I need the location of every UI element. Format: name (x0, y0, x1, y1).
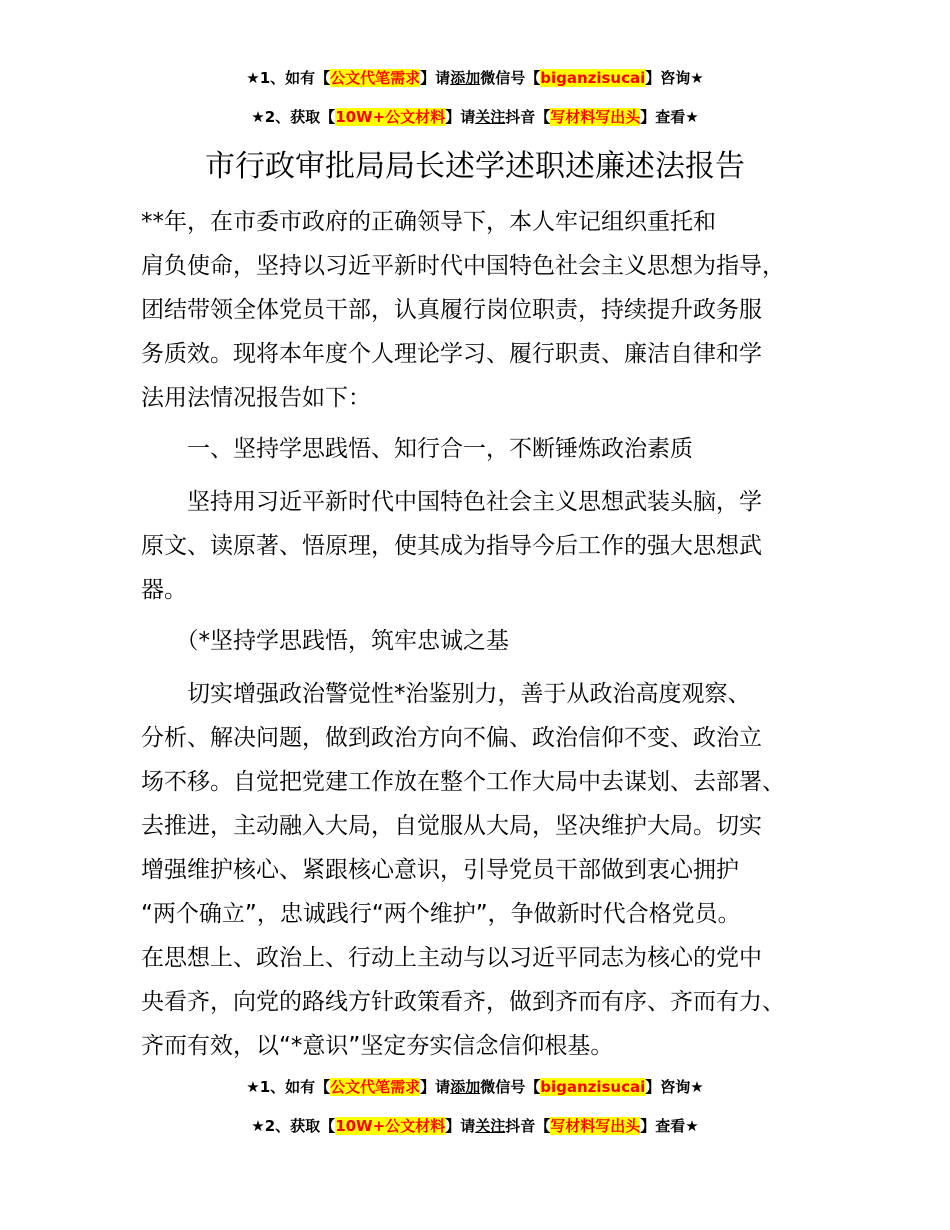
body-line: “两个确立”，忠诚践行“两个维护”，争做新时代合格党员。 (141, 901, 741, 927)
body-line: 去推进，主动融入大局，自觉服从大局，坚决维护大局。切实 (141, 813, 762, 839)
ad-text: 微信号【 (480, 1078, 541, 1096)
body-line: **年，在市委市政府的正确领导下，本人牢记组织重托和 (141, 209, 716, 235)
ad-text: 】咨询★ (645, 69, 704, 87)
ad-highlight: biganzisucai (540, 69, 646, 87)
body-line: 器。 (141, 577, 187, 603)
ad-text: 】请 (445, 108, 476, 126)
ad-highlight: 写材料写出头 (550, 1117, 641, 1135)
body-line: 团结带领全体党员干部，认真履行岗位职责，持续提升政务服 (141, 297, 762, 323)
body-line: 齐而有效，以“*意识”坚定夯实信念信仰根基。 (141, 1033, 614, 1059)
section-heading: 一、坚持学思践悟、知行合一，不断锤炼政治素质 (141, 436, 693, 462)
body-line: 央看齐，向党的路线方针政策看齐，做到齐而有序、齐而有力、 (141, 989, 785, 1015)
ad-highlight: biganzisucai (540, 1078, 646, 1096)
body-line: 分析、解决问题，做到政治方向不偏、政治信仰不变、政治立 (141, 725, 762, 751)
footer-ad-line-1 (0, 1075, 950, 1099)
body-line: 场不移。自觉把党建工作放在整个工作大局中去谋划、去部署、 (141, 769, 785, 795)
subsection-heading: （*坚持学思践悟，筑牢忠诚之基 (141, 628, 509, 654)
ad-highlight: 10W+公文材料 (335, 1117, 446, 1135)
body-line: 坚持用习近平新时代中国特色社会主义思想武装头脑，学 (141, 489, 762, 515)
body-line: 肩负使命，坚持以习近平新时代中国特色社会主义思想为指导， (141, 253, 785, 279)
footer-ad-line-2 (0, 1114, 950, 1138)
body-line: 原文、读原著、悟原理，使其成为指导今后工作的强大思想武 (141, 533, 762, 559)
document-title: 市行政审批局局长述学述职述廉述法报告 (205, 149, 745, 184)
ad-underline: 关注 (475, 1117, 506, 1135)
ad-text: 】咨询★ (645, 1078, 704, 1096)
ad-text: 】请 (420, 69, 451, 87)
header-ad-line-1 (0, 66, 950, 90)
ad-text: 】请 (445, 1117, 476, 1135)
ad-text: 】请 (420, 1078, 451, 1096)
ad-text: ★1、如有【 (246, 69, 331, 87)
ad-highlight: 公文代笔需求 (330, 1078, 421, 1096)
ad-text: 微信号【 (480, 69, 541, 87)
ad-underline: 添加 (450, 69, 481, 87)
ad-highlight: 10W+公文材料 (335, 108, 446, 126)
ad-highlight: 写材料写出头 (550, 108, 641, 126)
ad-highlight: 公文代笔需求 (330, 69, 421, 87)
ad-text: ★2、获取【 (251, 1117, 336, 1135)
ad-text: ★2、获取【 (251, 108, 336, 126)
ad-underline: 关注 (475, 108, 506, 126)
header-ad-line-2 (0, 105, 950, 129)
ad-text: ★1、如有【 (246, 1078, 331, 1096)
ad-underline: 添加 (450, 1078, 481, 1096)
body-line: 法用法情况报告如下： (141, 385, 371, 411)
ad-text: 抖音【 (505, 108, 551, 126)
body-line: 务质效。现将本年度个人理论学习、履行职责、廉洁自律和学 (141, 341, 762, 367)
body-line: 增强维护核心、紧跟核心意识，引导党员干部做到衷心拥护 (141, 857, 739, 883)
ad-text: 】查看★ (640, 1117, 699, 1135)
body-line: 切实增强政治警觉性*治鉴别力，善于从政治高度观察、 (141, 681, 751, 707)
ad-text: 抖音【 (505, 1117, 551, 1135)
body-line: 在思想上、政治上、行动上主动与以习近平同志为核心的党中 (141, 945, 762, 971)
ad-text: 】查看★ (640, 108, 699, 126)
